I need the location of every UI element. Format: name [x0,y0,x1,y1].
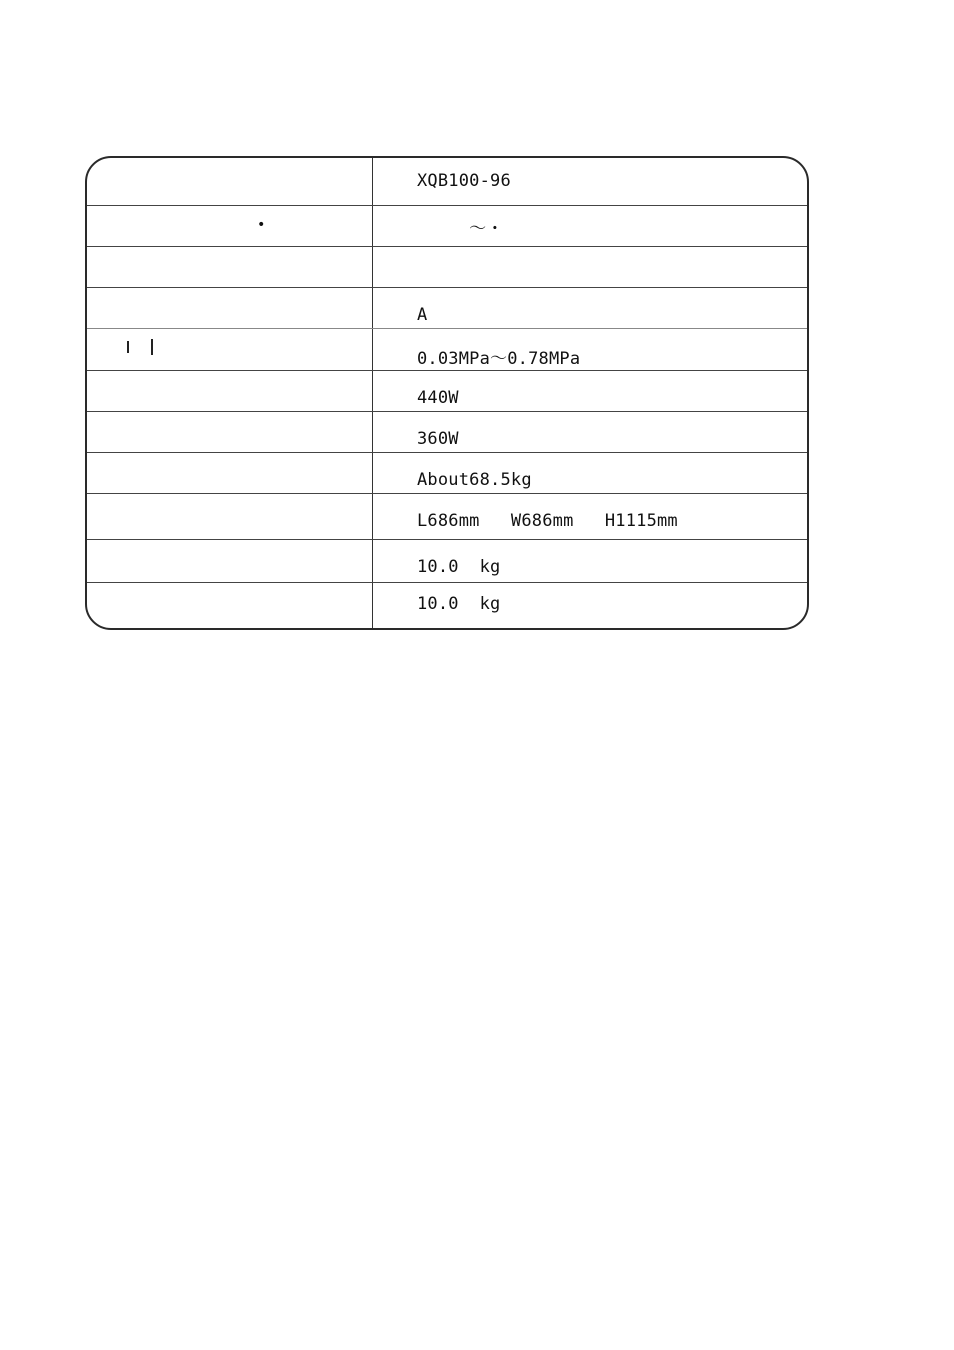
spec-value-cell: 0.03MPa～0.78MPa [417,349,581,369]
spec-row-dry-capacity [87,583,807,628]
spec-label-cell [87,371,372,411]
spec-row-water-pressure [87,329,807,370]
spec-row-rated-current [87,288,807,328]
spec-row-empty [87,247,807,287]
spec-row-dimensions [87,494,807,539]
spec-value-cell: XQB100-96 [417,170,511,191]
spec-value-cell: L686mm W686mm H1115mm [417,510,678,531]
spec-label-cell [87,158,372,205]
spec-row-wash-power [87,371,807,411]
spec-row-wash-capacity [87,540,807,582]
spec-label-cell [87,494,372,539]
spec-row-weight [87,453,807,493]
label-dot-mark: • [257,217,266,233]
spec-label-cell [87,540,372,582]
spec-row-spin-power [87,412,807,452]
spec-value-cell: 360W [417,429,459,449]
label-bar-mark [127,341,129,353]
label-bar-mark [151,339,153,355]
specification-table [85,156,809,630]
spec-label-cell [87,247,372,287]
spec-value-cell: 10.0 kg [417,593,501,614]
spec-label-cell [87,206,372,246]
spec-label-cell [87,329,372,370]
spec-label-cell [87,453,372,493]
spec-value-cell: 10.0 kg [417,557,501,577]
spec-label-cell [87,583,372,628]
spec-value-cell [417,247,797,287]
spec-row-model [87,158,807,205]
spec-value-cell: A [417,305,428,325]
spec-label-cell [87,412,372,452]
spec-value-cell: 440W [417,388,459,408]
spec-label-cell [87,288,372,328]
spec-row-power-supply [87,206,807,246]
spec-value-cell: ～・ [417,218,504,239]
spec-value-cell: About68.5kg [417,470,532,490]
